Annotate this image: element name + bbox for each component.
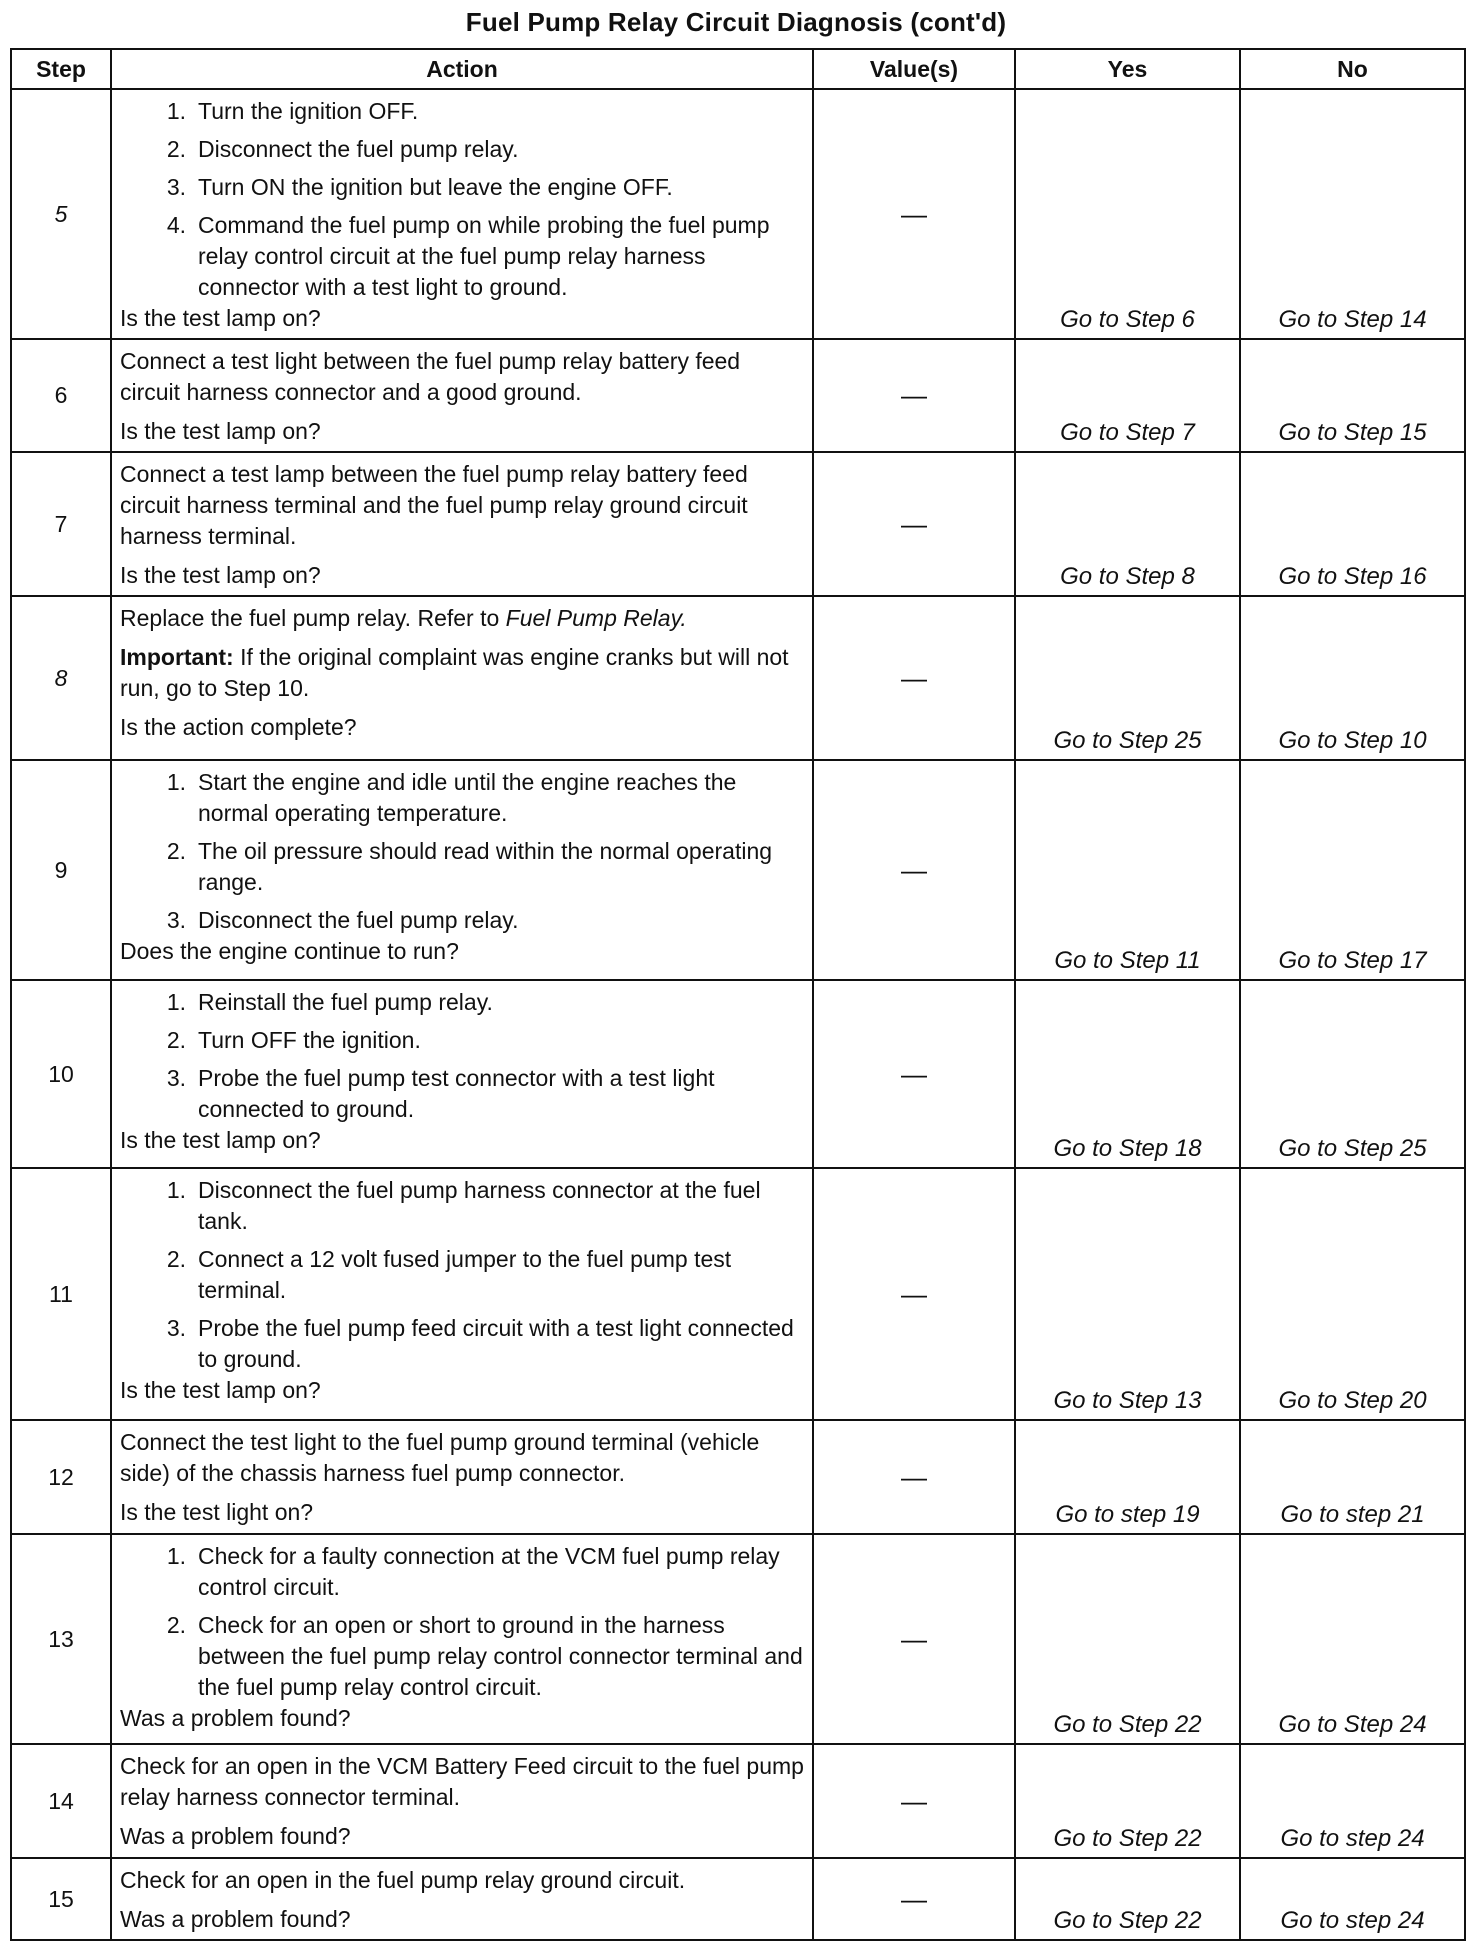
yes-cell: Go to Step 6 [1015,89,1240,339]
list-item: 1. Turn the ignition OFF. [166,98,419,124]
yes-cell: Go to Step 8 [1015,452,1240,596]
no-cell: Go to Step 10 [1240,596,1465,760]
step-number: 6 [11,339,111,452]
step-number: 5 [11,89,111,339]
no-cell: Go to step 21 [1240,1420,1465,1534]
question: Is the action complete? [120,714,357,740]
question: Is the test lamp on? [120,418,321,444]
list-item: 2. Disconnect the fuel pump relay. [166,136,519,162]
action-text: Connect a test lamp between the fuel pump relay battery feed circuit harness terminal and the fuel pump relay ground circuit harness terminal. [120,461,748,549]
list-item: 1. Check for a faulty connection at the VCM fuel pump relay control circuit. [166,1543,780,1600]
action-cell [111,760,813,980]
list-item: 4. Command the fuel pump on while probing the fuel pump relay control circuit at the fuel pump relay harness connector with a test light to ground. [166,212,770,300]
no-cell: Go to Step 15 [1240,339,1465,452]
action-cell [111,1168,813,1420]
list-item: 3. Probe the fuel pump test connector with a test light connected to ground. [166,1065,715,1122]
action-cell [111,596,813,760]
list-item: 1. Reinstall the fuel pump relay. [166,989,493,1015]
step-number: 7 [11,452,111,596]
action-cell [111,452,813,596]
question: Is the test lamp on? [120,305,321,331]
table-row [11,1420,1465,1534]
page-title: Fuel Pump Relay Circuit Diagnosis (cont'd) [465,7,1007,37]
table-row [11,452,1465,596]
value-cell: — [813,1420,1015,1534]
table-header-row [11,49,1465,89]
list-item: 1. Start the engine and idle until the engine reaches the normal operating temperature. [166,769,737,826]
no-cell: Go to Step 16 [1240,452,1465,596]
header-step: Step [11,49,111,89]
question: Is the test lamp on? [120,1127,321,1153]
no-cell: Go to Step 20 [1240,1168,1465,1420]
value-cell: — [813,452,1015,596]
table-row [11,89,1465,339]
value-cell: — [813,1534,1015,1744]
action-cell [111,89,813,339]
list-item: 3. Probe the fuel pump feed circuit with a test light connected to ground. [166,1315,794,1372]
table-row [11,1744,1465,1858]
action-cell [111,1744,813,1858]
question: Was a problem found? [120,1906,351,1932]
action-text: Connect the test light to the fuel pump ground terminal (vehicle side) of the chassis harness fuel pump connector. [120,1429,760,1486]
important-note: Important: If the original complaint was engine cranks but will not run, go to Step 10. [120,644,789,701]
question: Was a problem found? [120,1705,351,1731]
question: Was a problem found? [120,1823,351,1849]
reference-link-text: Fuel Pump Relay. [505,605,687,631]
list-item: 2. Connect a 12 volt fused jumper to the fuel pump test terminal. [166,1246,732,1303]
action-cell [111,980,813,1168]
no-cell: Go to step 24 [1240,1858,1465,1940]
question: Is the test lamp on? [120,1377,321,1403]
diagnosis-table [10,48,1466,1941]
yes-cell: Go to Step 7 [1015,339,1240,452]
action-cell [111,1858,813,1940]
table-row [11,339,1465,452]
yes-cell: Go to Step 22 [1015,1858,1240,1940]
action-text: Check for an open in the fuel pump relay ground circuit. [120,1867,686,1893]
yes-cell: Go to Step 25 [1015,596,1240,760]
value-cell: — [813,760,1015,980]
list-item: 3. Disconnect the fuel pump relay. [166,907,519,933]
step-number: 10 [11,980,111,1168]
list-item: 3. Turn ON the ignition but leave the engine OFF. [166,174,673,200]
yes-cell: Go to Step 18 [1015,980,1240,1168]
yes-cell: Go to Step 11 [1015,760,1240,980]
list-item: 2. Check for an open or short to ground in the harness between the fuel pump relay control connector terminal and the fuel pump relay control circuit. [166,1612,803,1700]
action-text: Replace the fuel pump relay. Refer to Fuel Pump Relay. [120,605,687,631]
list-item: 2. Turn OFF the ignition. [166,1027,421,1053]
yes-cell: Go to Step 13 [1015,1168,1240,1420]
no-cell: Go to Step 25 [1240,980,1465,1168]
header-values: Value(s) [813,49,1015,89]
step-number: 8 [11,596,111,760]
value-cell: — [813,1168,1015,1420]
yes-cell: Go to Step 22 [1015,1534,1240,1744]
step-number: 11 [11,1168,111,1420]
table-row [11,1168,1465,1420]
table-row [11,596,1465,760]
step-number: 15 [11,1858,111,1940]
yes-cell: Go to Step 22 [1015,1744,1240,1858]
header-action: Action [111,49,813,89]
question: Is the test light on? [120,1499,314,1525]
action-cell [111,1420,813,1534]
value-cell: — [813,980,1015,1168]
yes-cell: Go to step 19 [1015,1420,1240,1534]
question: Is the test lamp on? [120,562,321,588]
question: Does the engine continue to run? [120,938,459,964]
table-row [11,980,1465,1168]
step-number: 14 [11,1744,111,1858]
no-cell: Go to Step 24 [1240,1534,1465,1744]
value-cell: — [813,89,1015,339]
table-row [11,1858,1465,1940]
table-row [11,1534,1465,1744]
step-number: 13 [11,1534,111,1744]
step-number: 12 [11,1420,111,1534]
action-text: Check for an open in the VCM Battery Feed circuit to the fuel pump relay harness connector terminal. [120,1753,804,1810]
table-row [11,760,1465,980]
no-cell: Go to Step 14 [1240,89,1465,339]
list-item: 1. Disconnect the fuel pump harness connector at the fuel tank. [166,1177,761,1234]
header-no: No [1240,49,1465,89]
no-cell: Go to step 24 [1240,1744,1465,1858]
action-text: Connect a test light between the fuel pump relay battery feed circuit harness connector and a good ground. [120,348,741,405]
list-item: 2. The oil pressure should read within the normal operating range. [166,838,773,895]
step-number: 9 [11,760,111,980]
value-cell: — [813,1744,1015,1858]
header-yes: Yes [1015,49,1240,89]
value-cell: — [813,339,1015,452]
action-cell [111,1534,813,1744]
value-cell: — [813,1858,1015,1940]
action-cell [111,339,813,452]
value-cell: — [813,596,1015,760]
no-cell: Go to Step 17 [1240,760,1465,980]
